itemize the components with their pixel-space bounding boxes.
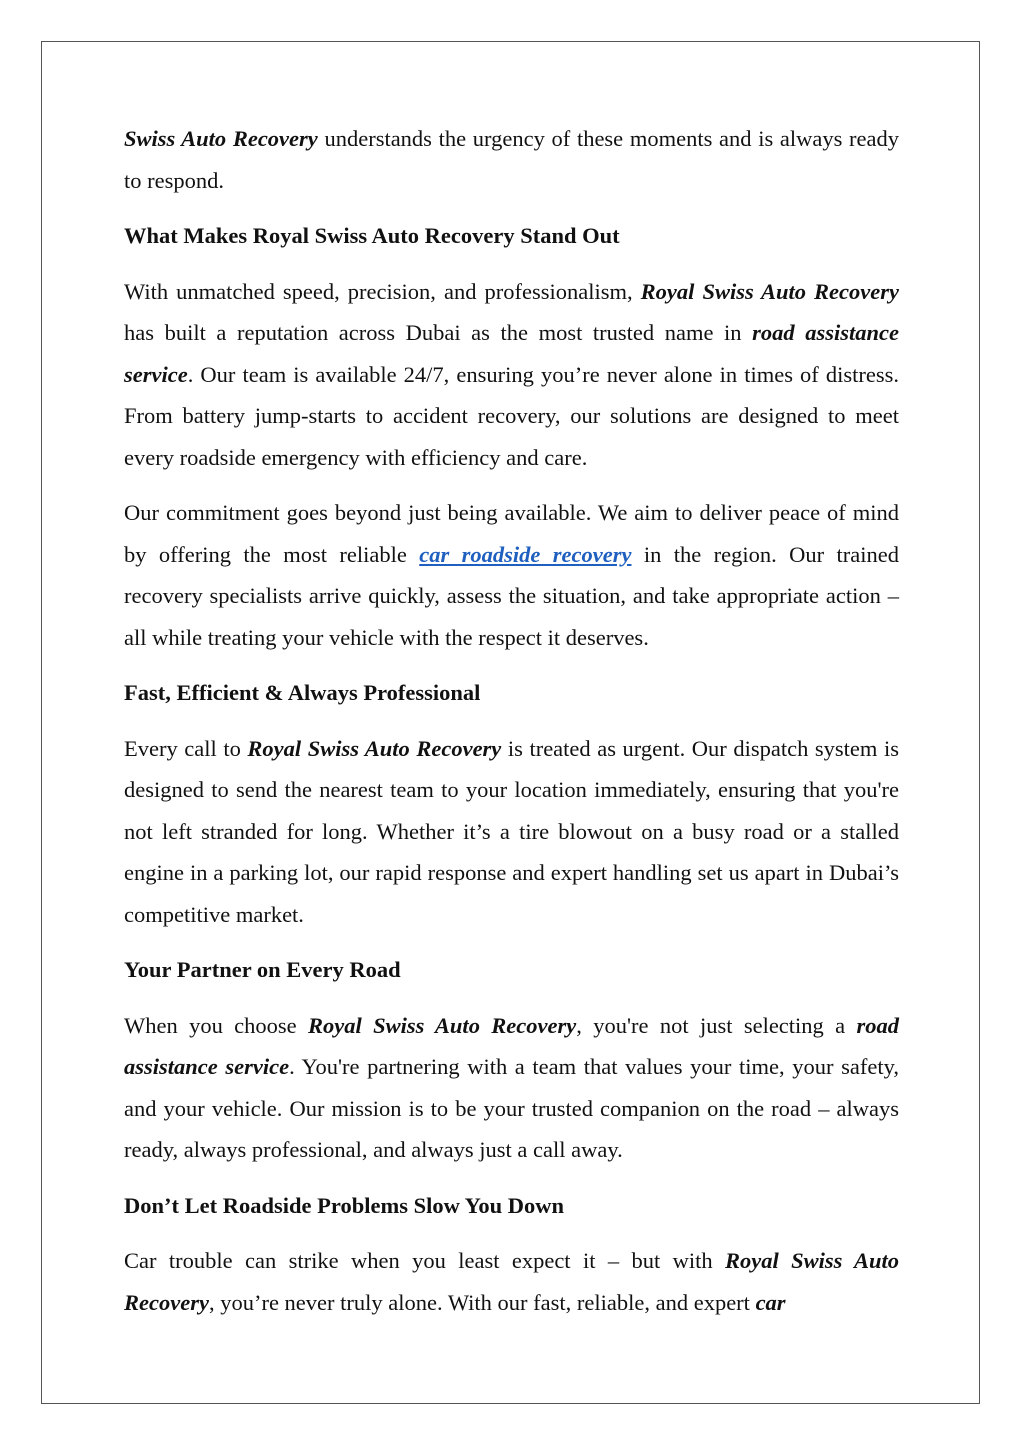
paragraph-urgent-calls bbox=[124, 728, 899, 936]
brand-name: Swiss Auto Recovery bbox=[124, 126, 318, 151]
document-body bbox=[124, 118, 899, 1337]
paragraph-text: Every call to bbox=[124, 735, 248, 761]
paragraph-reputation bbox=[124, 271, 899, 479]
brand-name: Royal Swiss Auto Recovery bbox=[640, 278, 899, 304]
section-heading-stand-out: What Makes Royal Swiss Auto Recovery Stand Out bbox=[124, 223, 620, 248]
paragraph-intro bbox=[124, 118, 899, 201]
paragraph-text: . You're partnering with a team that values your time, your safety, and your vehicle. Our mission is to be your trusted companion on the road – always ready, always professional, and always just a call away. bbox=[124, 1054, 899, 1162]
brand-name: Royal Swiss Auto Recovery bbox=[247, 735, 502, 761]
paragraph-text: in the region. Our trained recovery specialists arrive quickly, assess the situation, and take appropriate action – all while treating your vehicle with the respect it deserves. bbox=[124, 541, 899, 650]
paragraph-text: When you choose bbox=[124, 1012, 309, 1038]
paragraph-car-trouble bbox=[124, 1240, 899, 1323]
paragraph-commitment bbox=[124, 492, 899, 658]
paragraph-text: Car trouble can strike when you least expect it – but with bbox=[124, 1248, 725, 1273]
brand-name: Royal Swiss Auto Recovery bbox=[124, 1248, 899, 1315]
section-heading-partner: Your Partner on Every Road bbox=[124, 957, 401, 982]
paragraph-text: is treated as urgent. Our dispatch system is designed to send the nearest team to your location immediately, ensuring that you're not left stranded for long. Whether it’s a tire blowout on a busy road or a stalled engine in a parking lot, our rapid response and expert handling set us apart in Dubai’s competitive market. bbox=[124, 735, 899, 927]
paragraph-text: , you're not just selecting a bbox=[576, 1012, 857, 1038]
paragraph-text: has built a reputation across Dubai as the most trusted name in bbox=[124, 320, 753, 345]
paragraph-text: . Our team is available 24/7, ensuring you’re never alone in times of distress. From battery jump-starts to accident recovery, our solutions are designed to meet every roadside emergency with efficiency and care. bbox=[124, 361, 899, 470]
car-roadside-recovery-link[interactable]: car roadside recovery bbox=[419, 541, 632, 567]
emphasis-keyword: car bbox=[755, 1289, 786, 1315]
paragraph-partner bbox=[124, 1005, 899, 1171]
paragraph-text: , you’re never truly alone. With our fast, reliable, and expert bbox=[208, 1289, 756, 1315]
paragraph-text: Our commitment goes beyond just being available. We aim to deliver peace of mind by offering the most reliable bbox=[124, 500, 899, 567]
paragraph-text: With unmatched speed, precision, and professionalism, bbox=[124, 278, 641, 304]
section-heading-fast-efficient: Fast, Efficient & Always Professional bbox=[124, 680, 481, 705]
page-frame bbox=[41, 41, 980, 1404]
brand-name: Royal Swiss Auto Recovery bbox=[308, 1012, 577, 1038]
section-heading-roadside-problems: Don’t Let Roadside Problems Slow You Down bbox=[124, 1192, 565, 1218]
emphasis-keyword: road assistance service bbox=[124, 320, 900, 387]
paragraph-text: understands the urgency of these moments and is always ready to respond. bbox=[124, 126, 899, 193]
emphasis-keyword: road assistance service bbox=[124, 1012, 900, 1079]
